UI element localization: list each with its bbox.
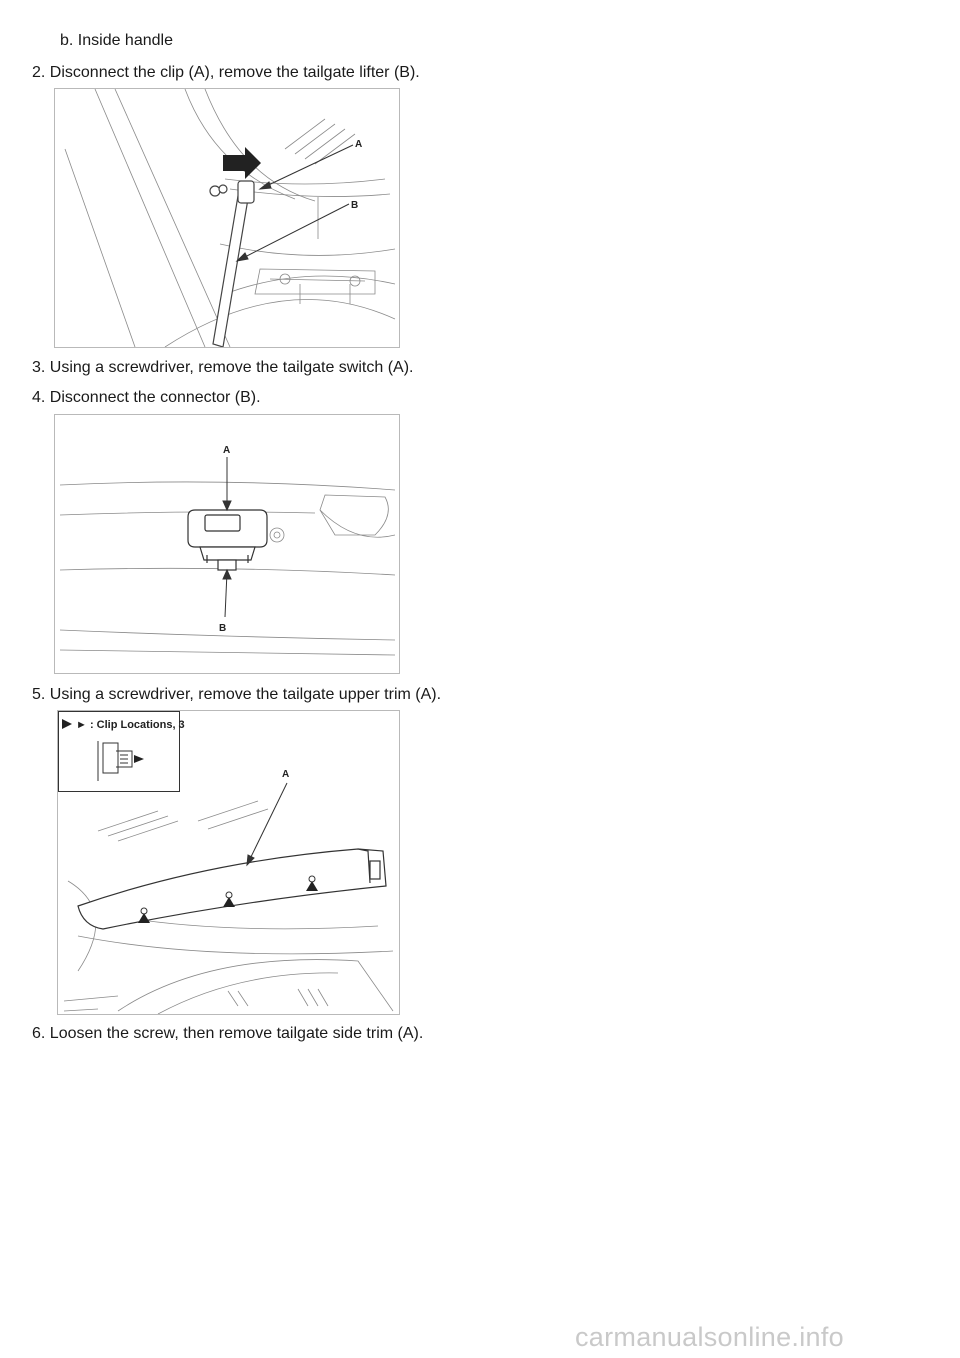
step-2-text: 2. Disconnect the clip (A), remove the tailgate lifter (B). [32,64,420,81]
fig1-label-b: B [351,200,359,211]
figure-tailgate-upper-trim [57,710,400,1015]
substep-b-inside-handle: b. Inside handle [60,32,173,49]
step-4-text: 4. Disconnect the connector (B). [32,389,261,406]
fig2-label-a: A [223,445,231,456]
fig1-label-a: A [355,139,363,150]
fig3-label-a: A [282,769,290,780]
figure-tailgate-lifter [54,88,400,348]
step-3-text: 3. Using a screwdriver, remove the tailgate switch (A). [32,359,414,376]
step-5-text: 5. Using a screwdriver, remove the tailgate upper trim (A). [32,686,442,703]
step-6-text: 6. Loosen the screw, then remove tailgate side trim (A). [32,1025,424,1042]
figure-tailgate-switch [54,414,400,674]
fig2-label-b: B [219,623,227,634]
site-watermark: carmanualsonline.info [575,1322,844,1352]
inset-caption: ► : Clip Locations, 3 [76,719,185,731]
